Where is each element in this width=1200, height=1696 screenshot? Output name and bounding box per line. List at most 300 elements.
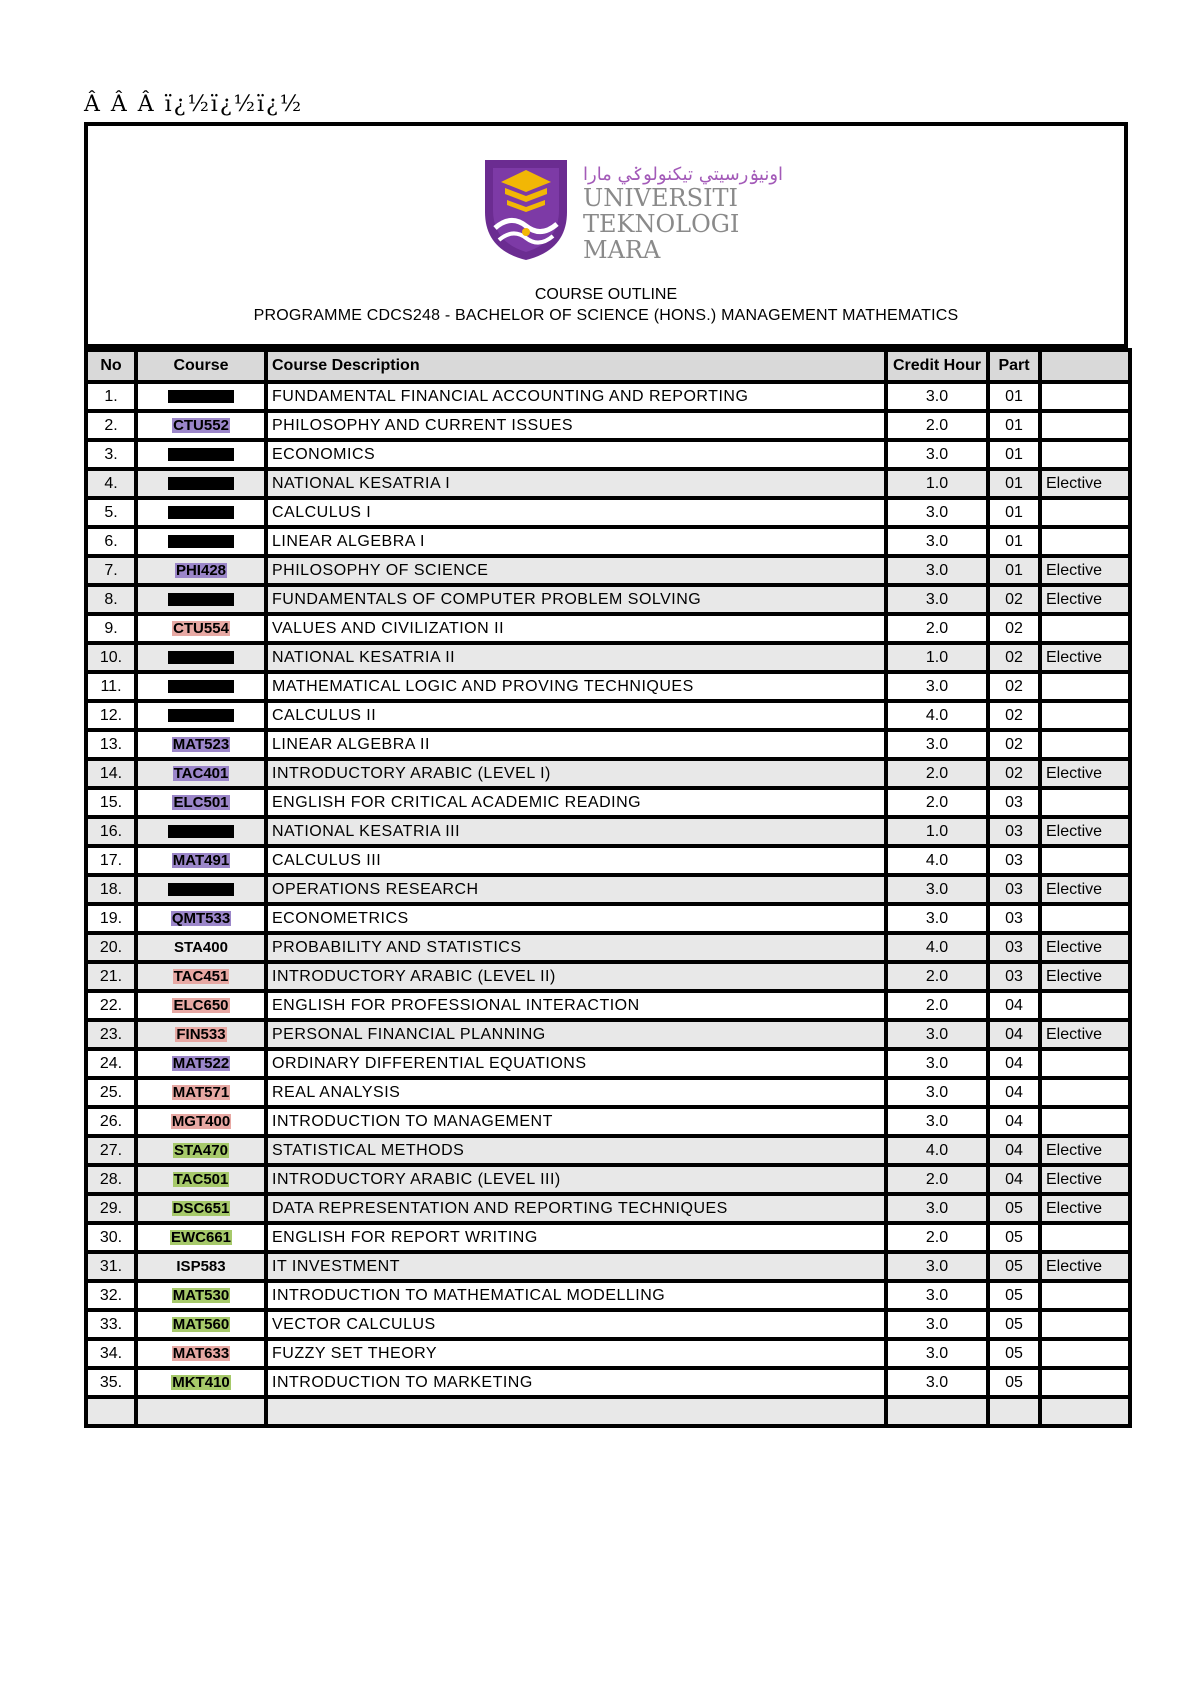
elective-label bbox=[1040, 440, 1130, 469]
part: 05 bbox=[988, 1310, 1040, 1339]
course-code-cell bbox=[136, 498, 266, 527]
part: 03 bbox=[988, 904, 1040, 933]
course-code-cell bbox=[136, 1165, 266, 1194]
row-number: 11. bbox=[86, 672, 136, 701]
credit-hour: 3.0 bbox=[886, 440, 988, 469]
empty-cell bbox=[988, 1397, 1040, 1426]
row-number: 34. bbox=[86, 1339, 136, 1368]
table-row bbox=[86, 1252, 1130, 1281]
part: 05 bbox=[988, 1339, 1040, 1368]
credit-hour: 2.0 bbox=[886, 411, 988, 440]
course-description: DATA REPRESENTATION AND REPORTING TECHNIQUES bbox=[266, 1194, 886, 1223]
credit-hour: 3.0 bbox=[886, 1107, 988, 1136]
elective-label bbox=[1040, 1281, 1130, 1310]
course-description: MATHEMATICAL LOGIC AND PROVING TECHNIQUES bbox=[266, 672, 886, 701]
elective-label bbox=[1040, 730, 1130, 759]
credit-hour: 2.0 bbox=[886, 1165, 988, 1194]
row-number: 22. bbox=[86, 991, 136, 1020]
credit-hour: 3.0 bbox=[886, 672, 988, 701]
row-number: 25. bbox=[86, 1078, 136, 1107]
course-description: LINEAR ALGEBRA II bbox=[266, 730, 886, 759]
row-number: 17. bbox=[86, 846, 136, 875]
redacted-course-code bbox=[168, 651, 234, 664]
part: 05 bbox=[988, 1223, 1040, 1252]
course-code-cell bbox=[136, 672, 266, 701]
row-number: 24. bbox=[86, 1049, 136, 1078]
table-row bbox=[86, 933, 1130, 962]
course-description: VECTOR CALCULUS bbox=[266, 1310, 886, 1339]
course-code-cell bbox=[136, 556, 266, 585]
column-header-credit-hour: Credit Hour bbox=[886, 350, 988, 382]
table-row bbox=[86, 1020, 1130, 1049]
course-description: ECONOMICS bbox=[266, 440, 886, 469]
course-code-cell bbox=[136, 904, 266, 933]
redacted-course-code bbox=[168, 825, 234, 838]
part: 01 bbox=[988, 440, 1040, 469]
course-code-cell bbox=[136, 701, 266, 730]
course-code: MKT410 bbox=[172, 1373, 230, 1391]
elective-label: Elective bbox=[1040, 933, 1130, 962]
elective-label bbox=[1040, 1107, 1130, 1136]
row-number: 33. bbox=[86, 1310, 136, 1339]
column-header-course: Course bbox=[136, 350, 266, 382]
table-row bbox=[86, 759, 1130, 788]
row-number: 32. bbox=[86, 1281, 136, 1310]
logo-arabic-script: اونيۏرسيتي تيكنولوݢي مارا bbox=[583, 164, 784, 185]
part: 03 bbox=[988, 875, 1040, 904]
credit-hour: 4.0 bbox=[886, 933, 988, 962]
elective-label: Elective bbox=[1040, 1194, 1130, 1223]
course-code: ISP583 bbox=[176, 1257, 226, 1275]
course-code: MAT530 bbox=[172, 1286, 230, 1304]
part: 01 bbox=[988, 498, 1040, 527]
part: 04 bbox=[988, 991, 1040, 1020]
elective-label bbox=[1040, 1368, 1130, 1397]
row-number: 23. bbox=[86, 1020, 136, 1049]
course-code: CTU552 bbox=[173, 416, 229, 434]
course-description: NATIONAL KESATRIA I bbox=[266, 469, 886, 498]
credit-hour: 4.0 bbox=[886, 1136, 988, 1165]
course-description: PROBABILITY AND STATISTICS bbox=[266, 933, 886, 962]
course-code: MAT560 bbox=[172, 1315, 230, 1333]
table-row bbox=[86, 614, 1130, 643]
credit-hour: 3.0 bbox=[886, 1368, 988, 1397]
row-number: 13. bbox=[86, 730, 136, 759]
course-description: FUNDAMENTALS OF COMPUTER PROBLEM SOLVING bbox=[266, 585, 886, 614]
part: 03 bbox=[988, 962, 1040, 991]
credit-hour: 3.0 bbox=[886, 498, 988, 527]
course-code-cell bbox=[136, 875, 266, 904]
table-row bbox=[86, 1310, 1130, 1339]
course-code-cell bbox=[136, 411, 266, 440]
part: 02 bbox=[988, 585, 1040, 614]
course-description: PHILOSOPHY OF SCIENCE bbox=[266, 556, 886, 585]
column-header-description: Course Description bbox=[266, 350, 886, 382]
row-number: 9. bbox=[86, 614, 136, 643]
elective-label: Elective bbox=[1040, 962, 1130, 991]
course-table-body bbox=[86, 382, 1130, 1426]
course-code-cell bbox=[136, 846, 266, 875]
table-row bbox=[86, 991, 1130, 1020]
table-row bbox=[86, 672, 1130, 701]
course-description: OPERATIONS RESEARCH bbox=[266, 875, 886, 904]
credit-hour: 2.0 bbox=[886, 991, 988, 1020]
course-code-cell bbox=[136, 1107, 266, 1136]
course-description: INTRODUCTION TO MARKETING bbox=[266, 1368, 886, 1397]
credit-hour: 3.0 bbox=[886, 1194, 988, 1223]
empty-cell bbox=[86, 1397, 136, 1426]
row-number: 27. bbox=[86, 1136, 136, 1165]
row-number: 3. bbox=[86, 440, 136, 469]
row-number: 18. bbox=[86, 875, 136, 904]
table-row bbox=[86, 411, 1130, 440]
part: 04 bbox=[988, 1049, 1040, 1078]
course-description: PHILOSOPHY AND CURRENT ISSUES bbox=[266, 411, 886, 440]
course-code-cell bbox=[136, 730, 266, 759]
part: 03 bbox=[988, 933, 1040, 962]
part: 02 bbox=[988, 759, 1040, 788]
elective-label bbox=[1040, 1310, 1130, 1339]
empty-cell bbox=[266, 1397, 886, 1426]
elective-label: Elective bbox=[1040, 759, 1130, 788]
elective-label bbox=[1040, 846, 1130, 875]
row-number: 1. bbox=[86, 382, 136, 411]
table-row bbox=[86, 382, 1130, 411]
part: 05 bbox=[988, 1252, 1040, 1281]
course-code-cell bbox=[136, 1368, 266, 1397]
course-description: CALCULUS II bbox=[266, 701, 886, 730]
part: 03 bbox=[988, 817, 1040, 846]
course-description: NATIONAL KESATRIA III bbox=[266, 817, 886, 846]
redacted-course-code bbox=[168, 535, 234, 548]
part: 01 bbox=[988, 527, 1040, 556]
part: 05 bbox=[988, 1281, 1040, 1310]
elective-label: Elective bbox=[1040, 1165, 1130, 1194]
credit-hour: 2.0 bbox=[886, 614, 988, 643]
redacted-course-code bbox=[168, 883, 234, 896]
course-code-cell bbox=[136, 1049, 266, 1078]
elective-label bbox=[1040, 614, 1130, 643]
credit-hour: 1.0 bbox=[886, 643, 988, 672]
credit-hour: 3.0 bbox=[886, 904, 988, 933]
part: 04 bbox=[988, 1107, 1040, 1136]
credit-hour: 3.0 bbox=[886, 1078, 988, 1107]
course-description: INTRODUCTORY ARABIC (LEVEL III) bbox=[266, 1165, 886, 1194]
table-row bbox=[86, 556, 1130, 585]
course-description: FUZZY SET THEORY bbox=[266, 1339, 886, 1368]
elective-label: Elective bbox=[1040, 469, 1130, 498]
part: 01 bbox=[988, 469, 1040, 498]
table-row bbox=[86, 846, 1130, 875]
course-code: MGT400 bbox=[171, 1112, 231, 1130]
course-code: TAC451 bbox=[173, 967, 229, 985]
course-code: DSC651 bbox=[172, 1199, 230, 1217]
part: 01 bbox=[988, 556, 1040, 585]
elective-label: Elective bbox=[1040, 585, 1130, 614]
course-code-cell bbox=[136, 585, 266, 614]
course-code: ELC501 bbox=[173, 793, 229, 811]
course-code: EWC661 bbox=[170, 1228, 232, 1246]
elective-label bbox=[1040, 904, 1130, 933]
credit-hour: 3.0 bbox=[886, 1252, 988, 1281]
redacted-course-code bbox=[168, 709, 234, 722]
empty-cell bbox=[1040, 1397, 1130, 1426]
credit-hour: 3.0 bbox=[886, 1339, 988, 1368]
elective-label: Elective bbox=[1040, 817, 1130, 846]
garbled-encoding-text: Â Â Â ï¿½ï¿½ï¿½ bbox=[84, 92, 304, 117]
credit-hour: 3.0 bbox=[886, 527, 988, 556]
course-code-cell bbox=[136, 788, 266, 817]
row-number: 21. bbox=[86, 962, 136, 991]
course-description: IT INVESTMENT bbox=[266, 1252, 886, 1281]
elective-label bbox=[1040, 1339, 1130, 1368]
redacted-course-code bbox=[168, 477, 234, 490]
table-row bbox=[86, 962, 1130, 991]
credit-hour: 3.0 bbox=[886, 1020, 988, 1049]
row-number: 29. bbox=[86, 1194, 136, 1223]
course-code-cell bbox=[136, 1020, 266, 1049]
course-code: TAC501 bbox=[173, 1170, 229, 1188]
course-code-cell bbox=[136, 991, 266, 1020]
elective-label bbox=[1040, 382, 1130, 411]
part: 05 bbox=[988, 1194, 1040, 1223]
redacted-course-code bbox=[168, 448, 234, 461]
table-row bbox=[86, 643, 1130, 672]
elective-label bbox=[1040, 411, 1130, 440]
part: 01 bbox=[988, 382, 1040, 411]
row-number: 12. bbox=[86, 701, 136, 730]
column-header-no: No bbox=[86, 350, 136, 382]
document-title: COURSE OUTLINE bbox=[534, 286, 678, 303]
part: 04 bbox=[988, 1078, 1040, 1107]
course-code: QMT533 bbox=[171, 909, 231, 927]
table-row bbox=[86, 1368, 1130, 1397]
row-number: 8. bbox=[86, 585, 136, 614]
table-row bbox=[86, 730, 1130, 759]
part: 02 bbox=[988, 730, 1040, 759]
course-code: MAT491 bbox=[172, 851, 230, 869]
course-description: VALUES AND CIVILIZATION II bbox=[266, 614, 886, 643]
redacted-course-code bbox=[168, 593, 234, 606]
row-number: 28. bbox=[86, 1165, 136, 1194]
course-description: ORDINARY DIFFERENTIAL EQUATIONS bbox=[266, 1049, 886, 1078]
table-row bbox=[86, 527, 1130, 556]
document-header bbox=[84, 122, 1128, 348]
course-code-cell bbox=[136, 962, 266, 991]
row-number: 26. bbox=[86, 1107, 136, 1136]
empty-cell bbox=[136, 1397, 266, 1426]
redacted-course-code bbox=[168, 390, 234, 403]
credit-hour: 2.0 bbox=[886, 1223, 988, 1252]
row-number: 2. bbox=[86, 411, 136, 440]
course-code-cell bbox=[136, 643, 266, 672]
course-code: MAT523 bbox=[172, 735, 230, 753]
course-description: INTRODUCTORY ARABIC (LEVEL II) bbox=[266, 962, 886, 991]
course-code: PHI428 bbox=[175, 561, 227, 579]
row-number: 31. bbox=[86, 1252, 136, 1281]
row-number: 20. bbox=[86, 933, 136, 962]
row-number: 15. bbox=[86, 788, 136, 817]
course-description: INTRODUCTION TO MANAGEMENT bbox=[266, 1107, 886, 1136]
course-code-cell bbox=[136, 933, 266, 962]
course-code-cell bbox=[136, 1281, 266, 1310]
elective-label: Elective bbox=[1040, 556, 1130, 585]
table-row bbox=[86, 469, 1130, 498]
course-code-cell bbox=[136, 469, 266, 498]
logo-line3: MARA bbox=[583, 236, 661, 264]
course-description: ENGLISH FOR CRITICAL ACADEMIC READING bbox=[266, 788, 886, 817]
elective-label bbox=[1040, 1078, 1130, 1107]
part: 02 bbox=[988, 701, 1040, 730]
credit-hour: 4.0 bbox=[886, 701, 988, 730]
course-code-cell bbox=[136, 614, 266, 643]
table-row bbox=[86, 1136, 1130, 1165]
table-row bbox=[86, 1165, 1130, 1194]
table-row bbox=[86, 701, 1130, 730]
course-description: INTRODUCTORY ARABIC (LEVEL I) bbox=[266, 759, 886, 788]
course-code-cell bbox=[136, 1310, 266, 1339]
part: 02 bbox=[988, 672, 1040, 701]
elective-label bbox=[1040, 527, 1130, 556]
row-number: 19. bbox=[86, 904, 136, 933]
course-code-cell bbox=[136, 1078, 266, 1107]
course-code-cell bbox=[136, 527, 266, 556]
row-number: 7. bbox=[86, 556, 136, 585]
course-description: CALCULUS I bbox=[266, 498, 886, 527]
table-row bbox=[86, 585, 1130, 614]
part: 01 bbox=[988, 411, 1040, 440]
course-code-cell bbox=[136, 382, 266, 411]
course-description: FUNDAMENTAL FINANCIAL ACCOUNTING AND REPORTING bbox=[266, 382, 886, 411]
logo-line2: TEKNOLOGI bbox=[583, 210, 740, 238]
course-description: LINEAR ALGEBRA I bbox=[266, 527, 886, 556]
elective-label bbox=[1040, 498, 1130, 527]
table-row bbox=[86, 1339, 1130, 1368]
row-number: 4. bbox=[86, 469, 136, 498]
programme-title: PROGRAMME CDCS248 - BACHELOR OF SCIENCE (HONS.) MANAGEMENT MATHEMATICS bbox=[253, 307, 959, 324]
course-code: ELC650 bbox=[173, 996, 229, 1014]
redacted-course-code bbox=[168, 506, 234, 519]
table-row bbox=[86, 440, 1130, 469]
course-code-cell bbox=[136, 759, 266, 788]
elective-label bbox=[1040, 788, 1130, 817]
course-code: MAT633 bbox=[172, 1344, 230, 1362]
table-row bbox=[86, 788, 1130, 817]
course-code: MAT522 bbox=[172, 1054, 230, 1072]
course-description: ECONOMETRICS bbox=[266, 904, 886, 933]
part: 04 bbox=[988, 1136, 1040, 1165]
credit-hour: 4.0 bbox=[886, 846, 988, 875]
table-row bbox=[86, 498, 1130, 527]
table-header-row bbox=[86, 350, 1130, 382]
credit-hour: 3.0 bbox=[886, 875, 988, 904]
elective-label: Elective bbox=[1040, 1020, 1130, 1049]
course-description: PERSONAL FINANCIAL PLANNING bbox=[266, 1020, 886, 1049]
course-description: REAL ANALYSIS bbox=[266, 1078, 886, 1107]
course-outline-sheet bbox=[84, 122, 1128, 1552]
part: 03 bbox=[988, 788, 1040, 817]
elective-label bbox=[1040, 991, 1130, 1020]
credit-hour: 2.0 bbox=[886, 759, 988, 788]
elective-label bbox=[1040, 672, 1130, 701]
course-code-cell bbox=[136, 1136, 266, 1165]
row-number: 10. bbox=[86, 643, 136, 672]
course-code-cell bbox=[136, 1339, 266, 1368]
course-code-cell bbox=[136, 1194, 266, 1223]
course-table bbox=[84, 348, 1132, 1428]
course-code: CTU554 bbox=[173, 619, 229, 637]
part: 02 bbox=[988, 614, 1040, 643]
credit-hour: 1.0 bbox=[886, 817, 988, 846]
elective-label bbox=[1040, 1223, 1130, 1252]
credit-hour: 3.0 bbox=[886, 730, 988, 759]
credit-hour: 2.0 bbox=[886, 788, 988, 817]
course-code: STA470 bbox=[174, 1141, 228, 1159]
credit-hour: 3.0 bbox=[886, 556, 988, 585]
course-description: INTRODUCTION TO MATHEMATICAL MODELLING bbox=[266, 1281, 886, 1310]
part: 04 bbox=[988, 1165, 1040, 1194]
credit-hour: 3.0 bbox=[886, 1281, 988, 1310]
course-code-cell bbox=[136, 440, 266, 469]
course-description: ENGLISH FOR REPORT WRITING bbox=[266, 1223, 886, 1252]
credit-hour: 2.0 bbox=[886, 962, 988, 991]
table-row bbox=[86, 904, 1130, 933]
table-row bbox=[86, 1223, 1130, 1252]
part: 02 bbox=[988, 643, 1040, 672]
course-code: STA400 bbox=[174, 938, 228, 956]
elective-label: Elective bbox=[1040, 1252, 1130, 1281]
table-row bbox=[86, 1194, 1130, 1223]
uitm-logo bbox=[481, 154, 784, 266]
part: 03 bbox=[988, 846, 1040, 875]
table-row-partial bbox=[86, 1397, 1130, 1426]
empty-cell bbox=[886, 1397, 988, 1426]
elective-label bbox=[1040, 1049, 1130, 1078]
row-number: 30. bbox=[86, 1223, 136, 1252]
elective-label: Elective bbox=[1040, 1136, 1130, 1165]
redacted-course-code bbox=[168, 680, 234, 693]
course-code: MAT571 bbox=[172, 1083, 230, 1101]
elective-label bbox=[1040, 701, 1130, 730]
row-number: 6. bbox=[86, 527, 136, 556]
table-row bbox=[86, 875, 1130, 904]
row-number: 14. bbox=[86, 759, 136, 788]
row-number: 5. bbox=[86, 498, 136, 527]
table-row bbox=[86, 1281, 1130, 1310]
part: 05 bbox=[988, 1368, 1040, 1397]
course-code-cell bbox=[136, 1223, 266, 1252]
column-header-part: Part bbox=[988, 350, 1040, 382]
elective-label: Elective bbox=[1040, 875, 1130, 904]
credit-hour: 1.0 bbox=[886, 469, 988, 498]
row-number: 35. bbox=[86, 1368, 136, 1397]
column-header-elective bbox=[1040, 350, 1130, 382]
credit-hour: 3.0 bbox=[886, 1310, 988, 1339]
credit-hour: 3.0 bbox=[886, 1049, 988, 1078]
course-code: TAC401 bbox=[173, 764, 229, 782]
course-code-cell bbox=[136, 817, 266, 846]
elective-label: Elective bbox=[1040, 643, 1130, 672]
course-code-cell bbox=[136, 1252, 266, 1281]
course-description: STATISTICAL METHODS bbox=[266, 1136, 886, 1165]
table-row bbox=[86, 1078, 1130, 1107]
table-row bbox=[86, 1049, 1130, 1078]
course-code: FIN533 bbox=[176, 1025, 226, 1043]
course-description: ENGLISH FOR PROFESSIONAL INTERACTION bbox=[266, 991, 886, 1020]
table-row bbox=[86, 1107, 1130, 1136]
logo-line1: UNIVERSITI bbox=[583, 184, 739, 212]
course-description: CALCULUS III bbox=[266, 846, 886, 875]
